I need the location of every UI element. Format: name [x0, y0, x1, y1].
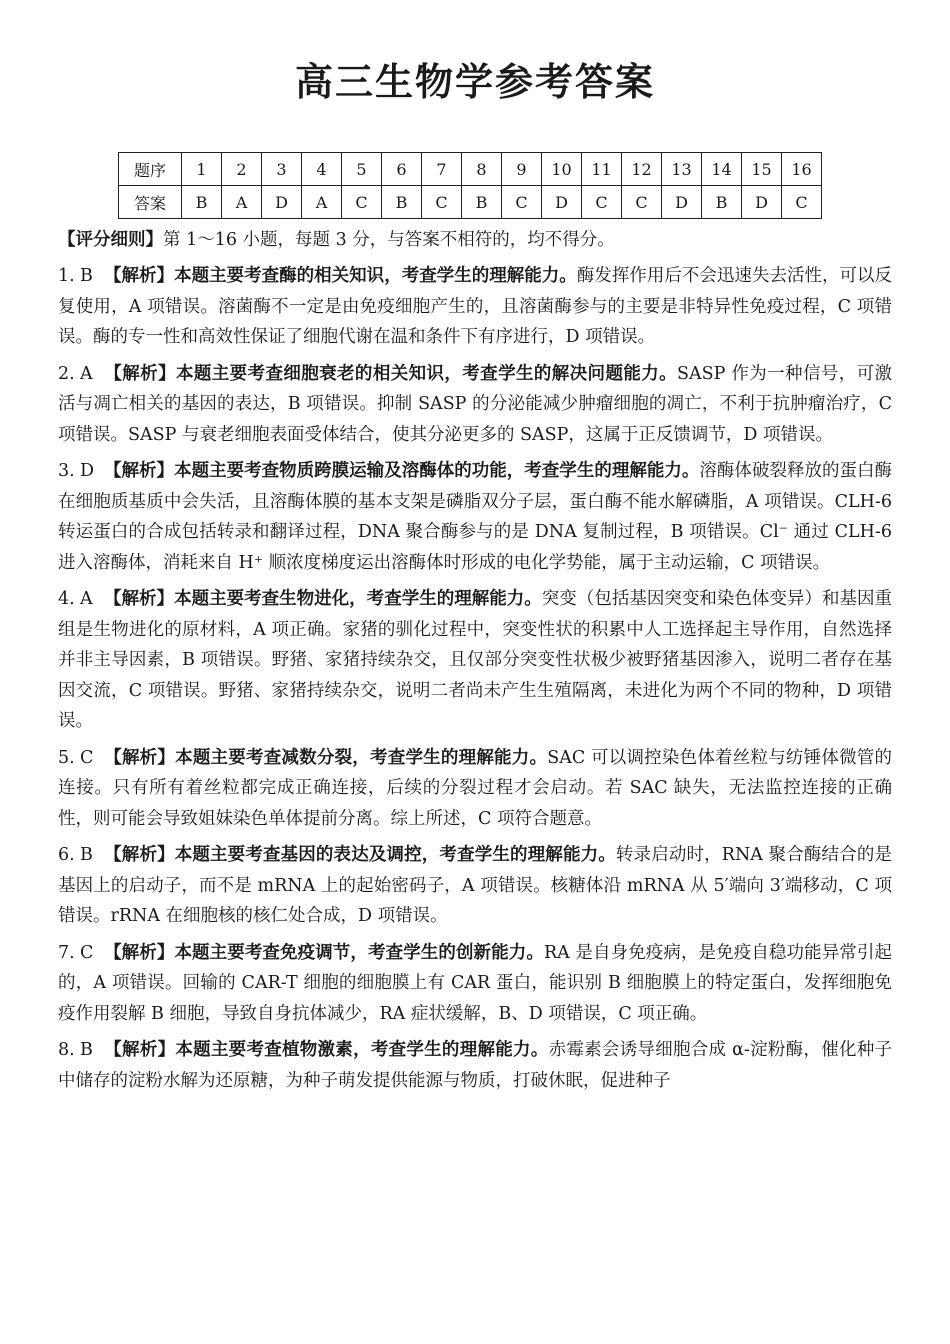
answer-cell: D [542, 186, 582, 219]
answer-row [119, 186, 822, 219]
question-text: 酶发挥作用后不会迅速失去活性，可以反复使用，A 项错误。溶菌酶不一定是由免疫细胞产生的，且溶菌酶参与的主要是非特异性免疫过程，C 项错误。酶的专一性和高效性保证了细胞代谢在温和条件下有序进行，D 项错误。 [58, 266, 893, 347]
question-text: 突变（包括基因突变和染色体变异）和基因重组是生物进化的原材料，A 项正确。家猪的驯化过程中，突变性状的积累中人工选择起主导作用，自然选择并非主导因素，B 项错误。野猪、家猪持续杂交，且仅部分突变性状极少被野猪基因渗入，说明二者存在基因交流，C 项错误。野猪、家猪持续杂交，说明二者尚未产生生殖隔离，未进化为两个不同的物种，D 项错误。 [58, 589, 893, 731]
question-text: RA 是自身免疫病，是免疫自稳功能异常引起的，A 项错误。回输的 CAR-T 细胞的细胞膜上有 CAR 蛋白，能识别 B 细胞膜上的特定蛋白，发挥细胞免疫作用裂解 B 细胞，导致自身抗体减少，RA 症状缓解，B、D 项错误，C 项正确。 [58, 942, 892, 1024]
question-text: SASP 作为一种信号，可激活与凋亡相关的基因的表达，B 项错误。抑制 SASP 的分泌能减少肿瘤细胞的凋亡，不利于抗肿瘤治疗，C 项错误。SASP 与衰老细胞表面受体结合，使其分泌更多的 SASP，这属于正反馈调节，D 项错误。 [58, 363, 893, 445]
question-number-cell: 11 [582, 153, 622, 186]
analysis-tag: 【解析】 [104, 942, 175, 963]
answer-cell: D [662, 186, 702, 219]
question-number-cell: 2 [222, 153, 262, 186]
answer-cell: B [182, 186, 222, 219]
question-number-cell: 4 [302, 153, 342, 186]
analysis-tag: 【解析】 [104, 363, 176, 384]
question-number-cell: 12 [622, 153, 662, 186]
question-number-cell: 3 [262, 153, 302, 186]
question-number: 2. [58, 363, 75, 384]
analysis-tag: 【解析】 [104, 589, 175, 609]
question-answer: A [80, 589, 93, 609]
question-number-cell: 6 [382, 153, 422, 186]
analysis-tag: 【解析】 [104, 266, 175, 286]
question-explanation-1 [58, 261, 892, 353]
answer-cell: B [702, 186, 742, 219]
question-explanation-8 [58, 1035, 892, 1096]
question-answer: B [80, 266, 93, 286]
question-intro: 本题主要考查生物进化，考查学生的理解能力。 [174, 589, 542, 609]
question-text: SAC 可以调控染色体着丝粒与纺锤体微管的连接。只有所有着丝粒都完成正确连接，后续的分裂过程才会启动。若 SAC 缺失，无法监控连接的正确性，则可能会导致姐妹染色单体提前分离。综上所述，C 项符合题意。 [58, 747, 893, 829]
question-number-cell: 10 [542, 153, 582, 186]
analysis-tag: 【解析】 [104, 1040, 176, 1060]
row-label-question: 题序 [119, 153, 182, 186]
question-intro: 本题主要考查植物激素，考查学生的理解能力。 [175, 1040, 549, 1060]
question-number-cell: 15 [742, 153, 782, 186]
question-answer: B [80, 1040, 93, 1060]
question-number-cell: 14 [702, 153, 742, 186]
question-number-cell: 16 [782, 153, 822, 186]
question-number-cell: 13 [662, 153, 702, 186]
question-number: 6. [58, 845, 75, 865]
answer-cell: B [462, 186, 502, 219]
question-number: 7. [58, 942, 75, 963]
question-answer: A [80, 363, 93, 384]
question-explanation-4 [58, 584, 892, 737]
question-intro: 本题主要考查基因的表达及调控，考查学生的理解能力。 [174, 845, 616, 865]
question-intro: 本题主要考查减数分裂，考查学生的理解能力。 [175, 747, 548, 768]
answer-cell: C [782, 186, 822, 219]
question-text: 转录启动时，RNA 聚合酶结合的是基因上的启动子，而不是 mRNA 上的起始密码子，A 项错误。核糖体沿 mRNA 从 5′端向 3′端移动，C 项错误。rRNA 在细胞核的核仁处合成，D 项错误。 [58, 845, 892, 926]
answer-table [118, 152, 822, 219]
question-intro: 本题主要考查物质跨膜运输及溶酶体的功能，考查学生的理解能力。 [174, 461, 700, 481]
question-answer: D [80, 461, 95, 481]
question-number-cell: 8 [462, 153, 502, 186]
question-intro: 本题主要考查酶的相关知识，考查学生的理解能力。 [174, 266, 577, 286]
analysis-tag: 【解析】 [104, 461, 175, 481]
answer-cell: B [382, 186, 422, 219]
question-answer: B [80, 845, 93, 865]
row-label-answer: 答案 [119, 186, 182, 219]
question-explanation-2 [58, 359, 892, 451]
analysis-tag: 【解析】 [104, 845, 175, 865]
question-explanation-5 [58, 743, 892, 835]
question-number-cell: 1 [182, 153, 222, 186]
answer-cell: D [742, 186, 782, 219]
scoring-label: 【评分细则】 [58, 230, 163, 250]
answer-cell: C [502, 186, 542, 219]
question-number-row [119, 153, 822, 186]
question-intro: 本题主要考查细胞衰老的相关知识，考查学生的解决问题能力。 [175, 363, 678, 384]
answer-cell: A [222, 186, 262, 219]
question-number-cell: 5 [342, 153, 382, 186]
question-answer: C [80, 942, 94, 963]
scoring-text: 第 1～16 小题，每题 3 分，与答案不相符的，均不得分。 [163, 230, 615, 250]
page-title: 高三生物学参考答案 [294, 60, 655, 104]
answer-cell: C [342, 186, 382, 219]
question-explanation-7 [58, 938, 892, 1030]
question-answer: C [80, 747, 94, 768]
question-number: 4. [58, 589, 75, 609]
question-intro: 本题主要考查免疫调节，考查学生的创新能力。 [174, 942, 544, 963]
question-number: 8. [58, 1040, 75, 1060]
answer-cell: C [422, 186, 462, 219]
answer-cell: A [302, 186, 342, 219]
question-number-cell: 9 [502, 153, 542, 186]
question-number: 5. [58, 747, 75, 768]
question-text: 赤霉素会诱导细胞合成 α-淀粉酶，催化种子中储存的淀粉水解为还原糖，为种子萌发提供能源与物质，打破休眠，促进种子 [58, 1040, 893, 1091]
question-number: 1. [58, 266, 75, 286]
analysis-tag: 【解析】 [104, 747, 176, 768]
answer-cell: D [262, 186, 302, 219]
answer-cell: C [582, 186, 622, 219]
question-explanation-3 [58, 456, 892, 578]
question-number-cell: 7 [422, 153, 462, 186]
answer-cell: C [622, 186, 662, 219]
question-explanation-6 [58, 840, 892, 932]
question-text: 溶酶体破裂释放的蛋白酶在细胞质基质中会失活，且溶酶体膜的基本支架是磷脂双分子层，蛋白酶不能水解磷脂，A 项错误。CLH-6 转运蛋白的合成包括转录和翻译过程，DNA 聚合酶参与的是 DNA 复制过程，B 项错误。Cl⁻ 通过 CLH-6 进入溶酶体，消耗来自 H⁺ 顺浓度梯度运出溶酶体时形成的电化学势能，属于主动运输，C 项错误。 [58, 461, 893, 573]
question-number: 3. [58, 461, 75, 481]
scoring-rules [58, 225, 892, 255]
